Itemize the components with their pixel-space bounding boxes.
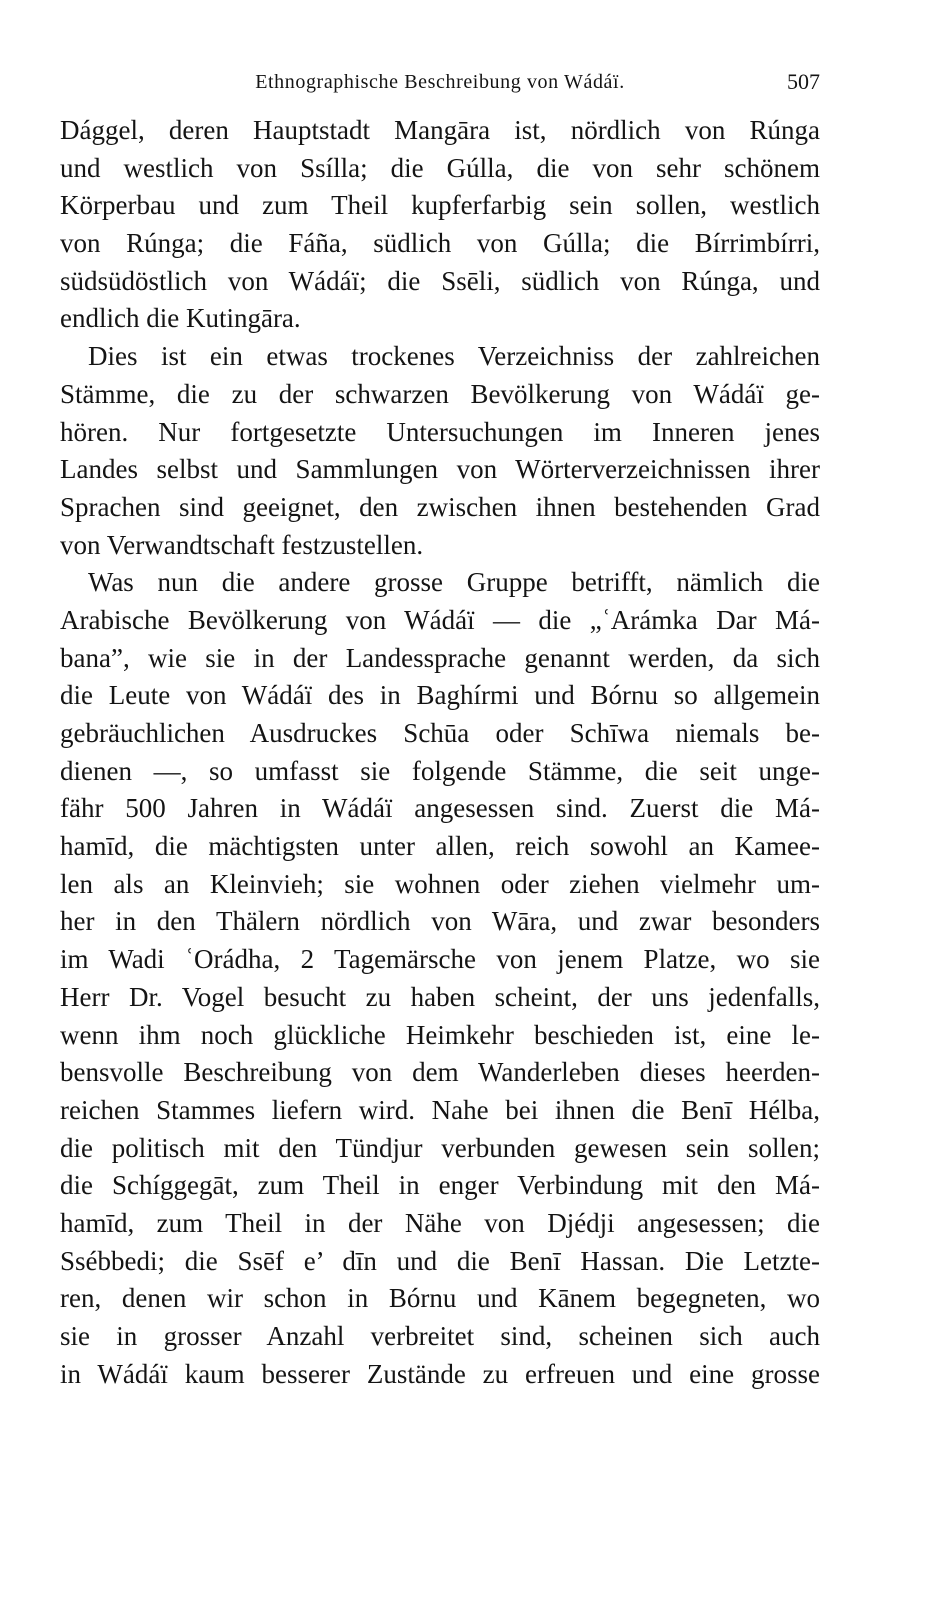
text-line: und westlich von Ssílla; die Gúlla, die von sehr schönem — [60, 152, 820, 183]
text-line: wenn ihm noch glückliche Heimkehr beschieden ist, eine le- — [60, 1019, 820, 1050]
text-line: ren, denen wir schon in Bórnu und Kānem begegneten, wo — [60, 1283, 820, 1314]
text-line: Herr Dr. Vogel besucht zu haben scheint, der uns jedenfalls, — [60, 981, 820, 1012]
text-line: Dies ist ein etwas trockenes Verzeichniss der zahlreichen — [88, 341, 820, 372]
text-line: in Wádáï kaum besserer Zustände zu erfreuen und eine grosse — [60, 1358, 820, 1389]
text-line: her in den Thälern nördlich von Wāra, und zwar besonders — [60, 906, 820, 937]
text-line: hören. Nur fortgesetzte Untersuchungen im Inneren jenes — [60, 416, 820, 447]
text-line: endlich die Kutingāra. — [60, 303, 301, 334]
page-header — [60, 62, 820, 102]
text-line: sie in grosser Anzahl verbreitet sind, scheinen sich auch — [60, 1321, 820, 1351]
text-line: Körperbau und zum Theil kupferfarbig sein sollen, westlich — [60, 190, 820, 221]
text-line: Stämme, die zu der schwarzen Bevölkerung von Wádáï ge- — [60, 378, 820, 409]
text-line: im Wadi ʿOrádha, 2 Tagemärsche von jenem Platze, wo sie — [60, 944, 820, 975]
text-line: Dággel, deren Hauptstadt Mangāra ist, nördlich von Rúnga — [60, 115, 820, 145]
text-line: Sprachen sind geeignet, den zwischen ihnen bestehenden Grad — [60, 491, 820, 522]
text-line: die Leute von Wádáï des in Baghírmi und Bórnu so allgemein — [60, 680, 820, 711]
text-line: bensvolle Beschreibung von dem Wanderleben dieses heerden- — [60, 1057, 820, 1088]
text-line: die politisch mit den Tündjur verbunden gewesen sein sollen; — [60, 1132, 820, 1163]
text-line: Landes selbst und Sammlungen von Wörterverzeichnissen ihrer — [60, 454, 820, 485]
text-line: dienen —, so umfasst sie folgende Stämme, die seit unge- — [60, 755, 820, 786]
page-number: 507 — [787, 69, 820, 94]
text-line: Ssébbedi; die Ssēf e’ dīn und die Benī Hassan. Die Letzte- — [60, 1245, 820, 1276]
text-line: von Rúnga; die Fáña, südlich von Gúlla; die Bírrimbírri, — [60, 228, 820, 259]
running-head: Ethnographische Beschreibung von Wádáï. — [255, 71, 625, 93]
text-line: len als an Kleinvieh; sie wohnen oder ziehen vielmehr um- — [60, 868, 820, 899]
text-line: Was nun die andere grosse Gruppe betrifft, nämlich die — [88, 567, 820, 598]
text-line: von Verwandtschaft festzustellen. — [60, 529, 424, 560]
text-line: südsüdöstlich von Wádáï; die Ssēli, südlich von Rúnga, und — [60, 265, 820, 296]
text-line: die Schíggegāt, zum Theil in enger Verbindung mit den Má- — [60, 1170, 820, 1201]
text-line: Arabische Bevölkerung von Wádáï — die „ʿArámka Dar Má- — [60, 604, 820, 635]
text-line: hamīd, zum Theil in der Nähe von Djédji angesessen; die — [60, 1207, 820, 1238]
text-line: bana”, wie sie in der Landessprache genannt werden, da sich — [60, 642, 820, 673]
body-text — [60, 112, 820, 1393]
text-line: reichen Stammes liefern wird. Nahe bei ihnen die Benī Hélba, — [60, 1094, 820, 1125]
text-line: gebräuchlichen Ausdruckes Schūa oder Schīwa niemals be- — [60, 718, 820, 748]
text-line: hamīd, die mächtigsten unter allen, reich sowohl an Kamee- — [60, 831, 820, 862]
text-line: fähr 500 Jahren in Wádáï angesessen sind. Zuerst die Má- — [60, 793, 820, 824]
